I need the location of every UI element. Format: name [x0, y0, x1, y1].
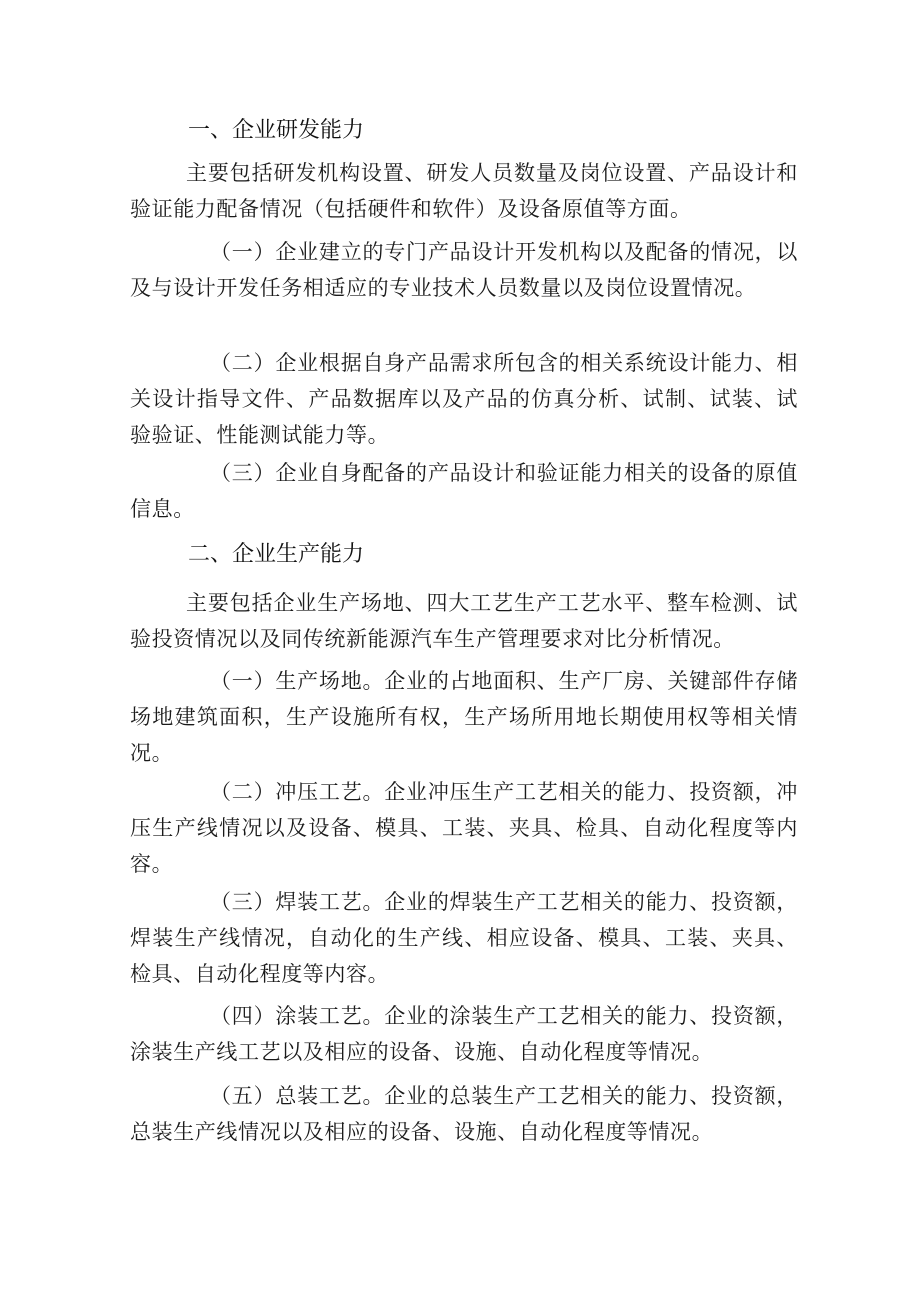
section-2-heading: 二、企业生产能力: [188, 542, 365, 567]
section-2-item-1: （一）生产场地。企业的占地面积、生产厂房、关键部件存储场地建筑面积，生产设施所有权，生产场所用地长期使用权等相关情况。: [130, 669, 798, 765]
section-2-item-2: （二）冲压工艺。企业冲压生产工艺相关的能力、投资额，冲压生产线情况以及设备、模具、工装、夹具、检具、自动化程度等内容。: [130, 780, 798, 876]
section-1-heading: 一、企业研发能力: [188, 118, 365, 143]
section-1-item-2: （二）企业根据自身产品需求所包含的相关系统设计能力、相关设计指导文件、产品数据库以及产品的仿真分析、试制、试装、试验验证、性能测试能力等。: [130, 351, 798, 447]
section-2-item-3: （三）焊装工艺。企业的焊装生产工艺相关的能力、投资额，焊装生产线情况，自动化的生产线、相应设备、模具、工装、夹具、检具、自动化程度等内容。: [130, 890, 798, 986]
section-1-item-1: （一）企业建立的专门产品设计开发机构以及配备的情况，以及与设计开发任务相适应的专业技术人员数量以及岗位设置情况。: [130, 240, 798, 300]
section-2-item-4: （四）涂装工艺。企业的涂装生产工艺相关的能力、投资额，涂装生产线工艺以及相应的设备、设施、自动化程度等情况。: [130, 1004, 798, 1064]
section-2-intro: 主要包括企业生产场地、四大工艺生产工艺水平、整车检测、试验投资情况以及同传统新能源汽车生产管理要求对比分析情况。: [130, 591, 798, 651]
section-1-item-3: （三）企业自身配备的产品设计和验证能力相关的设备的原值信息。: [130, 461, 798, 521]
section-2-item-5: （五）总装工艺。企业的总装生产工艺相关的能力、投资额，总装生产线情况以及相应的设备、设施、自动化程度等情况。: [130, 1084, 798, 1144]
section-1-intro: 主要包括研发机构设置、研发人员数量及岗位设置、产品设计和验证能力配备情况（包括硬件和软件）及设备原值等方面。: [130, 161, 798, 221]
